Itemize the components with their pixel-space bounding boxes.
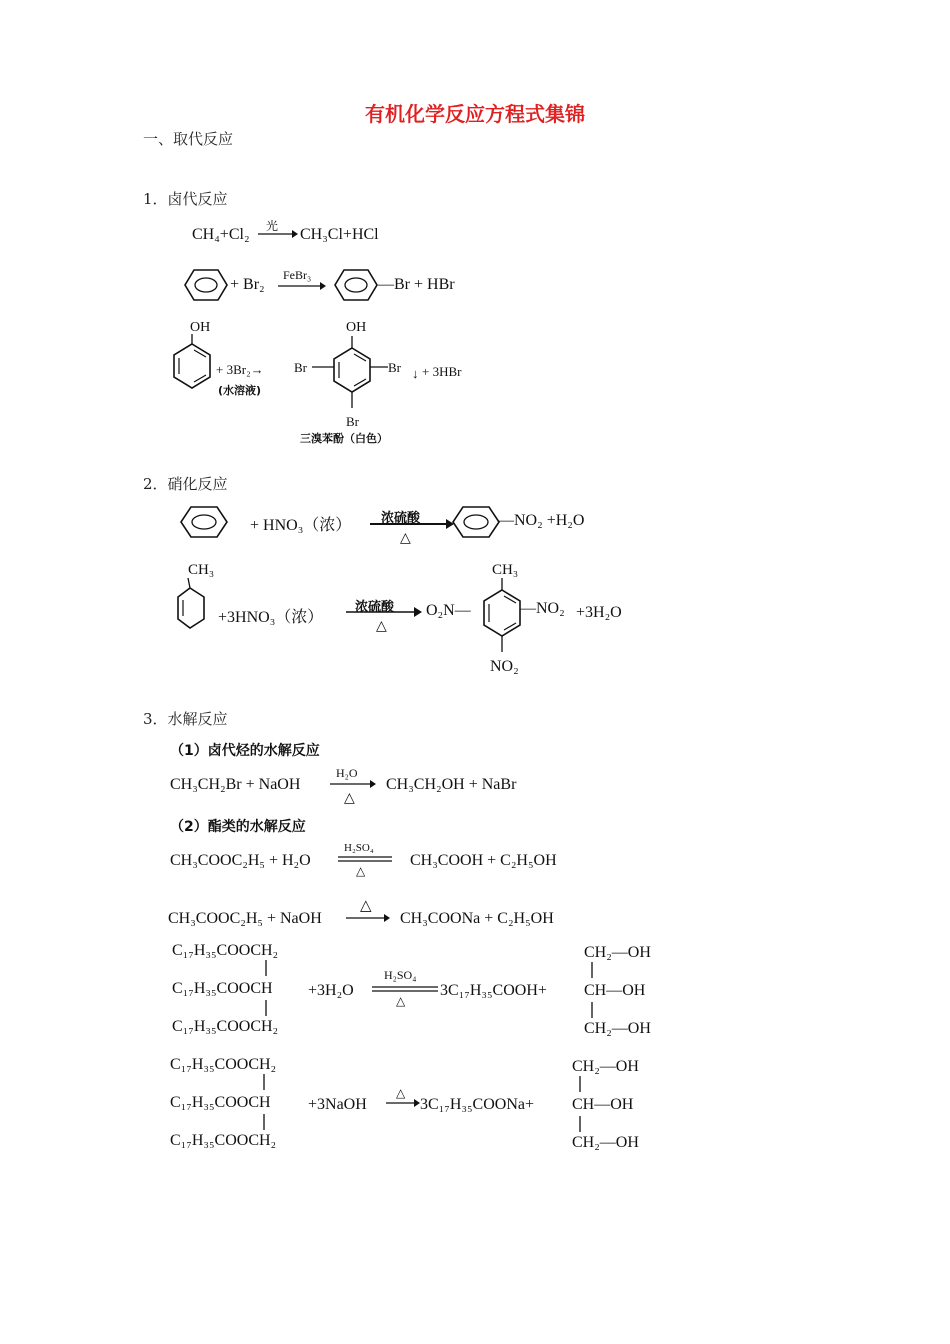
hyd2-reversible-arrow — [338, 854, 392, 864]
fat2-row1: C₁₇H₃₅COOCH₂ — [170, 1056, 277, 1073]
subsection-nitration: 2．硝化反应 — [143, 475, 228, 493]
benzene-ring-icon — [184, 268, 228, 302]
fat1-reversible-arrow — [372, 984, 438, 994]
fat1-row2: C₁₇H₃₅COOCH — [172, 980, 273, 997]
hyd1-arrow — [330, 778, 376, 790]
fat1-row1: C₁₇H₃₅COOCH₂ — [172, 942, 279, 959]
eq5-condition-bottom: △ — [376, 619, 387, 634]
eq4-reagent: + HNO₃（浓） — [250, 517, 352, 534]
hyd2-condition-bottom: △ — [356, 864, 366, 878]
eq2-reagent: + Br₂ — [230, 276, 265, 293]
phenol-ring-icon — [170, 334, 214, 396]
hyd2-products: CH₃COOH + C₂H₅OH — [410, 852, 557, 869]
subsection-halogenation: 1．卤代反应 — [143, 190, 228, 208]
fat1-reagent: +3H₂O — [308, 982, 354, 999]
tribromophenol-ring-icon — [312, 336, 392, 422]
eq2-condition: FeBr₃ — [283, 268, 312, 282]
fat2-row2: C₁₇H₃₅COOCH — [170, 1094, 271, 1111]
eq5-arrow — [346, 606, 422, 618]
hyd3-reactants: CH₃COOC₂H₅ + NaOH — [168, 910, 322, 927]
hyd2-reactants: CH₃COOC₂H₅ + H₂O — [170, 852, 311, 869]
eq5-product-ch3: CH₃ — [492, 562, 519, 578]
eq2-arrow — [278, 280, 326, 292]
eq3-product-name: 三溴苯酚（白色） — [300, 432, 388, 445]
hyd1-condition-top: H₂O — [336, 766, 358, 780]
fat2-glycerol-3: CH₂—OH — [572, 1134, 639, 1151]
hyd1-condition-bottom: △ — [344, 791, 355, 806]
eq1-condition: 光 — [266, 219, 279, 233]
fat1-condition-bottom: △ — [396, 994, 406, 1008]
eq1-reactants: CH₄+Cl₂ — [192, 226, 250, 243]
fat2-glycerol-2: CH—OH — [572, 1096, 634, 1113]
eq2-products: —Br + HBr — [378, 276, 455, 293]
fat1-glycerol-3: CH₂—OH — [584, 1020, 651, 1037]
eq3-br-right: Br — [388, 360, 401, 375]
eq4-arrow — [370, 518, 454, 530]
eq3-br-bottom: Br — [346, 414, 359, 429]
eq4-condition-bottom: △ — [400, 531, 411, 546]
benzene-ring-icon — [180, 505, 228, 539]
hydrolysis-2-title: （2）酯类的水解反应 — [170, 819, 306, 835]
fat1-condition-top: H₂SO₄ — [384, 968, 417, 982]
benzene-ring-icon — [452, 505, 500, 539]
eq5-no2-right: —NO₂ — [520, 600, 565, 617]
hyd3-condition: △ — [360, 898, 372, 914]
eq3-byproduct: + 3HBr — [422, 364, 462, 379]
hyd3-arrow — [346, 912, 390, 924]
hyd3-products: CH₃COONa + C₂H₅OH — [400, 910, 554, 927]
eq3-oh: OH — [190, 320, 211, 335]
fat2-reagent: +3NaOH — [308, 1096, 367, 1113]
eq5-ch3: CH₃ — [188, 562, 215, 578]
eq4-products: —NO₂ +H₂O — [498, 512, 585, 529]
fat1-row3: C₁₇H₃₅COOCH₂ — [172, 1018, 279, 1035]
hyd1-reactants: CH₃CH₂Br + NaOH — [170, 776, 301, 793]
toluene-ring-icon — [176, 578, 206, 638]
hyd1-products: CH₃CH₂OH + NaBr — [386, 776, 517, 793]
eq1-products: CH₃Cl+HCl — [300, 226, 379, 243]
fat2-condition: △ — [396, 1086, 406, 1100]
page-title: 有机化学反应方程式集锦 — [365, 102, 585, 126]
eq5-no2-bottom: NO₂ — [490, 658, 519, 675]
hydrolysis-1-title: （1）卤代烃的水解反应 — [170, 743, 320, 759]
fat2-row3: C₁₇H₃₅COOCH₂ — [170, 1132, 277, 1149]
fat1-products: 3C₁₇H₃₅COOH+ — [440, 982, 547, 999]
eq4-condition-top: 浓硫酸 — [381, 511, 421, 526]
eq1-arrow — [258, 228, 298, 240]
fat1-glycerol-1: CH₂—OH — [584, 944, 651, 961]
eq5-o2n: O₂N— — [426, 602, 471, 619]
fat2-glycerol-1: CH₂—OH — [572, 1058, 639, 1075]
fat2-arrow — [386, 1098, 420, 1108]
eq3-br-left: Br — [294, 360, 307, 375]
eq5-reagent: +3HNO₃（浓） — [218, 609, 324, 626]
eq5-condition-top: 浓硫酸 — [355, 600, 395, 615]
precipitate-arrow-icon: ↓ — [412, 366, 419, 381]
eq5-products: +3H₂O — [576, 604, 622, 621]
benzene-ring-icon — [334, 268, 378, 302]
eq3-product-oh: OH — [346, 320, 367, 335]
section-heading-substitution: 一、取代反应 — [143, 130, 234, 148]
eq3-condition: (水溶液) — [218, 384, 262, 397]
hyd2-condition-top: H₂SO₄ — [344, 842, 374, 854]
subsection-hydrolysis: 3．水解反应 — [143, 710, 228, 728]
fat2-products: 3C₁₇H₃₅COONa+ — [420, 1096, 534, 1113]
fat1-glycerol-2: CH—OH — [584, 982, 646, 999]
eq3-reagent: + 3Br₂→ — [216, 362, 264, 377]
